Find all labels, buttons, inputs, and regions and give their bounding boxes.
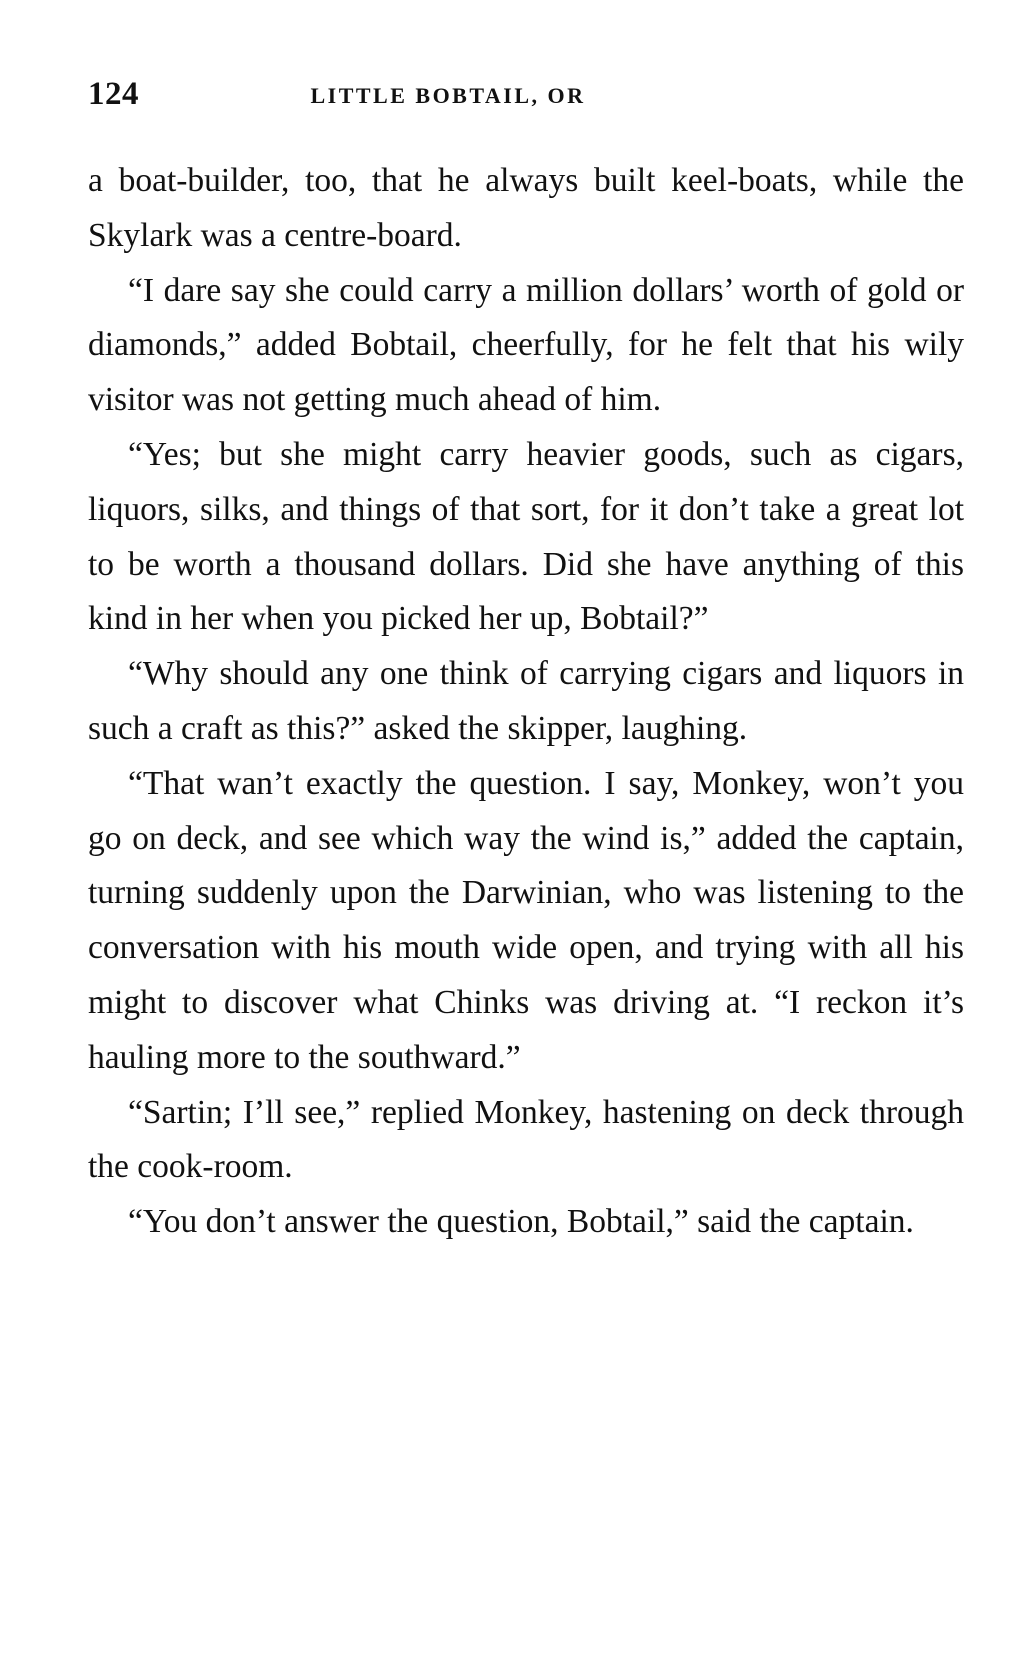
paragraph: “That wan’t exactly the question. I say, Monkey, won’t you go on deck, and see which way the wind is,” added the captain, turning suddenly upon the Darwinian, who was listening to the conversation with his mouth wide open, and trying with all his might to discover what Chinks was driving at. “I reckon it’s hauling more to the southward.” <box>88 764 964 1076</box>
body-text <box>88 154 964 1250</box>
paragraph: “Yes; but she might carry heavier goods, such as cigars, liquors, silks, and things of that sort, for it don’t take a great lot to be worth a thousand dollars. Did she have anything of this kind in her when you picked her up, Bobtail?” <box>88 435 964 638</box>
paragraph: “I dare say she could carry a million dollars’ worth of gold or diamonds,” added Bobtail, cheerfully, for he felt that his wily visitor was not getting much ahead of him. <box>88 271 964 419</box>
running-head <box>88 72 964 116</box>
paragraph: “Why should any one think of carrying cigars and liquors in such a craft as this?” asked the skipper, laughing. <box>88 655 964 747</box>
page-number: 124 <box>88 76 139 112</box>
paragraph-continuation: a boat-builder, too, that he always built keel-boats, while the Skylark was a centre-board. <box>88 162 964 254</box>
paragraph: “You don’t answer the question, Bobtail,” said the captain. <box>128 1203 914 1241</box>
paragraph: “Sartin; I’ll see,” replied Monkey, hastening on deck through the cook-room. <box>88 1093 964 1186</box>
running-title: LITTLE BOBTAIL, OR <box>310 83 586 108</box>
